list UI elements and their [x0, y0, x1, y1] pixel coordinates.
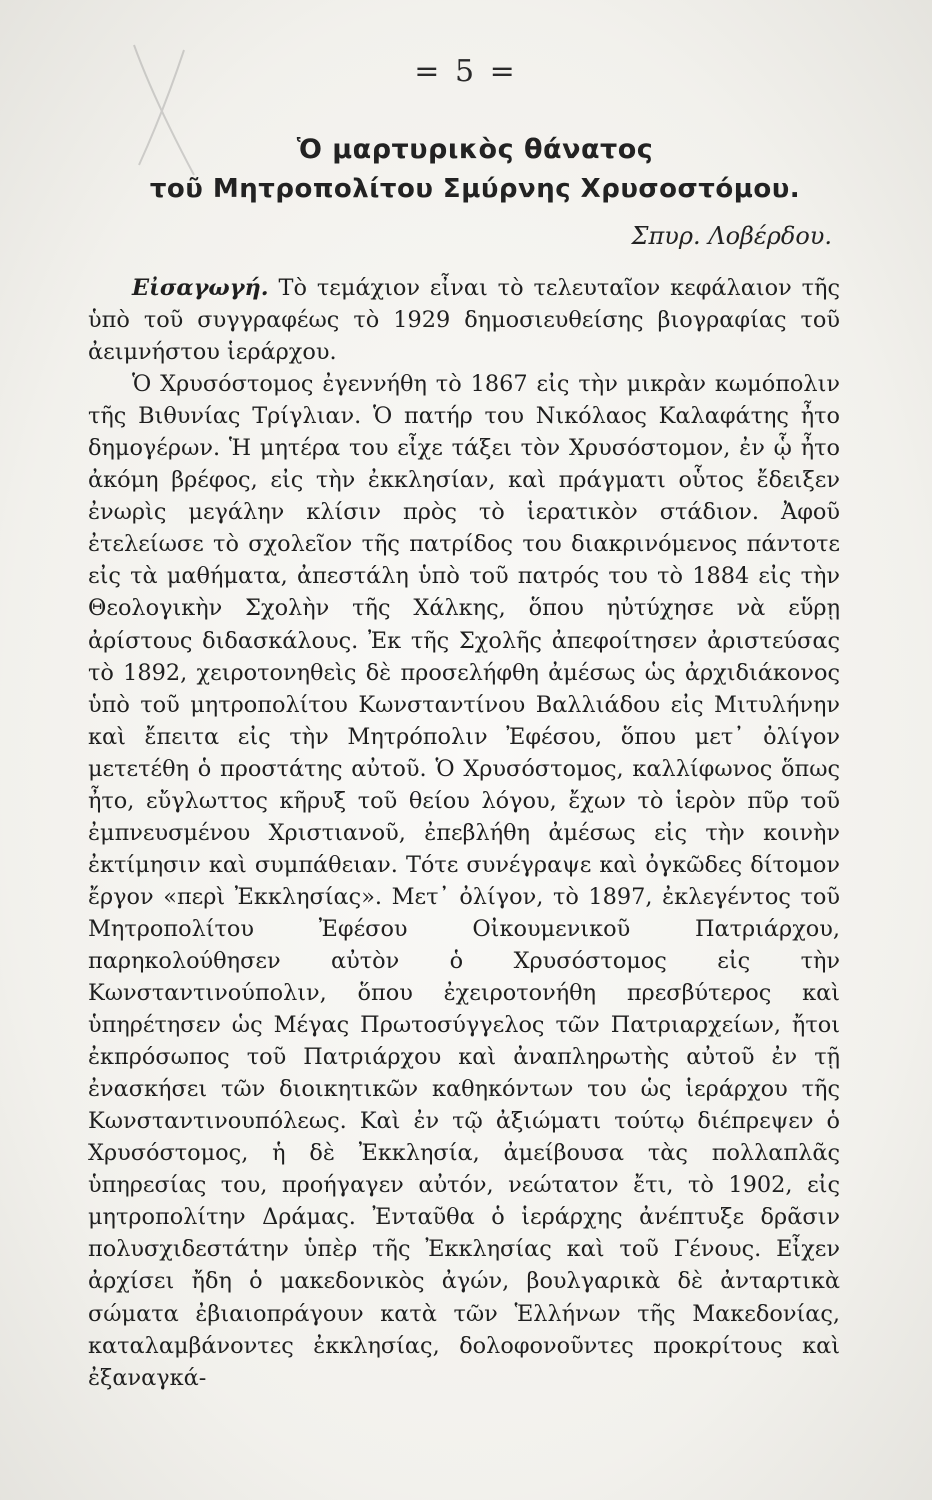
title-line-1: Ὁ μαρτυρικὸς θάνατος: [296, 134, 654, 165]
article-body: [88, 272, 840, 1394]
intro-label: Εἰσαγωγή.: [132, 275, 269, 301]
main-paragraph: Ὁ Χρυσόστομος ἐγεννήθη τὸ 1867 εἰς τὴν μικρὰν κωμόπολιν τῆς Βιθυνίας Τρίγλιαν. Ὁ πατήρ του Νικόλαος Καλαφάτης ἦτο δημογέρων. Ἡ μητέρα του εἶχε τάξει τὸν Χρυσόστομον, ἐν ᾧ ἦτο ἀκόμη βρέφος, εἰς τὴν ἐκκλησίαν, καὶ πράγματι οὗτος ἔδειξεν ἐνωρὶς μεγάλην κλίσιν πρὸς τὸ ἱερατικὸν στάδιον. Ἀφοῦ ἐτελείωσε τὸ σχολεῖον τῆς πατρίδος του διακρινόμενος πάντοτε εἰς τὰ μαθήματα, ἀπεστάλη ὑπὸ τοῦ πατρός του τὸ 1884 εἰς τὴν Θεολογικὴν Σχολὴν τῆς Χάλκης, ὅπου ηὐτύχησε νὰ εὕρῃ ἀρίστους διδασκάλους. Ἐκ τῆς Σχολῆς ἀπεφοίτησεν ἀριστεύσας τὸ 1892, χειροτονηθεὶς δὲ προσελήφθη ἀμέσως ὡς ἀρχιδιάκονος ὑπὸ τοῦ μητροπολίτου Κωνσταντίνου Βαλλιάδου εἰς Μιτυλήνην καὶ ἔπειτα εἰς τὴν Μητρόπολιν Ἐφέσου, ὅπου μετ᾽ ὀλίγον μετετέθη ὁ προστάτης αὐτοῦ. Ὁ Χρυσόστομος, καλλίφωνος ὅπως ἦτο, εὔγλωττος κῆρυξ τοῦ θείου λόγου, ἔχων τὸ ἱερὸν πῦρ τοῦ ἐμπνευσμένου Χριστιανοῦ, ἐπεβλήθη ἀμέσως εἰς τὴν κοινὴν ἐκτίμησιν καὶ συμπάθειαν. Τότε συνέγραψε καὶ ὀγκῶδες δίτομον ἔργον «περὶ Ἐκκλησίας». Μετ᾽ ὀλίγον, τὸ 1897, ἐκλεγέντος τοῦ Μητροπολίτου Ἐφέσου Οἰκουμενικοῦ Πατριάρχου, παρηκολούθησεν αὐτὸν ὁ Χρυσόστομος εἰς τὴν Κωνσταντινούπολιν, ὅπου ἐχειροτονήθη πρεσβύτερος καὶ ὑπηρέτησεν ὡς Μέγας Πρωτοσύγγελος τῶν Πατριαρχείων, ἤτοι ἐκπρόσωπος τοῦ Πατριάρχου καὶ ἀναπληρωτὴς αὐτοῦ ἐν τῇ ἐνασκήσει τῶν διοικητικῶν καθηκόντων του ὡς ἱεράρχου τῆς Κωνσταντινουπόλεως. Καὶ ἐν τῷ ἀξιώματι τούτῳ διέπρεψεν ὁ Χρυσόστομος, ἡ δὲ Ἐκκλησία, ἀμείβουσα τὰς πολλαπλᾶς ὑπηρεσίας του, προήγαγεν αὐτόν, νεώτατον ἔτι, τὸ 1902, εἰς μητροπολίτην Δράμας. Ἐνταῦθα ὁ ἱεράρχης ἀνέπτυξε δρᾶσιν πολυσχιδεστάτην ὑπὲρ τῆς Ἐκκλησίας καὶ τοῦ Γένους. Εἶχεν ἀρχίσει ἤδη ὁ μακεδονικὸς ἀγών, βουλγαρικὰ δὲ ἀνταρτικὰ σώματα ἐβιαιοπράγουν κατὰ τῶν Ἑλλήνων τῆς Μακεδονίας, καταλαμβάνοντες ἐκκλησίας, δολοφονοῦντες προκρίτους καὶ ἐξαναγκά-: [88, 371, 840, 1391]
author-name: Σπυρ. Λοβέρδου.: [631, 222, 832, 250]
intro-text: Τὸ τεμάχιον εἶναι τὸ τελευταῖον κεφάλαιον τῆς ὑπὸ τοῦ συγγραφέως τὸ 1929 δημοσιευθείσης βιογραφίας τοῦ ἀειμνήστου ἱεράρχου.: [88, 275, 840, 366]
page-number: = 5 =: [414, 54, 518, 89]
title-line-2: τοῦ Μητροπολίτου Σμύρνης Χρυσοστόμου.: [149, 174, 801, 204]
intro-paragraph: [88, 272, 840, 368]
